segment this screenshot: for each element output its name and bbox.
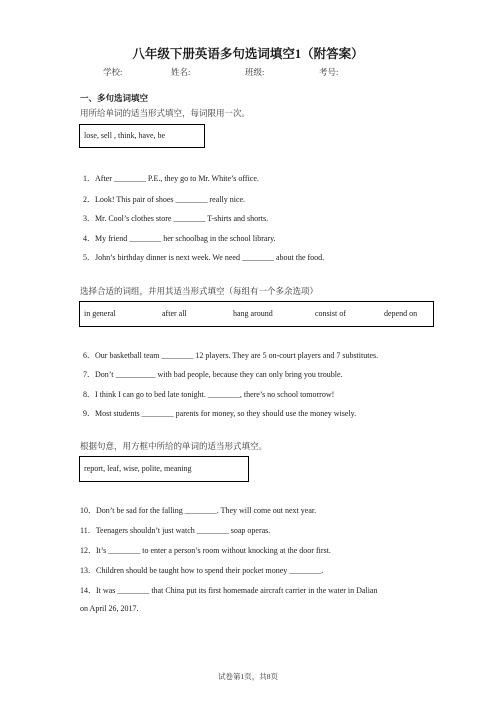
question-7: 7．Don’t __________ with bad people, because they can only bring you trouble.	[83, 370, 343, 379]
word-box-1-text: lose, sell , think, have, be	[84, 131, 166, 140]
question-10: 10．Don’t be sad for the falling ________. They will come out next year.	[80, 506, 317, 515]
phrase-option: consist of	[315, 309, 346, 318]
question-6: 6．Our basketball team ________ 12 players. They are 5 on-court players and 7 substitutes.	[83, 351, 379, 360]
section3-instruction: 根据句意，用方框中所给的单词的适当形式填空。	[80, 441, 268, 451]
section1-instruction: 用所给单词的适当形式填空，每词限用一次。	[80, 108, 251, 118]
question-4: 4．My friend ________ her schoolbag in the school library.	[83, 234, 276, 243]
word-box-2-text: report, leaf, wise, polite, meaning	[84, 464, 192, 473]
section2-instruction: 选择合适的词组，并用其适当形式填空（每组有一个多余选项）	[80, 286, 319, 296]
word-box-2	[79, 456, 249, 482]
question-3: 3．Mr. Cool’s clothes store ________ T-shirts and shorts.	[83, 214, 269, 223]
page-footer: 试卷第1页，共8页	[218, 672, 278, 681]
page-title: 八年级下册英语多句选词填空1（附答案）	[132, 47, 364, 61]
phrase-option: in general	[84, 309, 116, 318]
section-heading: 一、多句选词填空	[80, 93, 149, 103]
question-5: 5．John’s birthday dinner is next week. We need ________ about the food.	[83, 253, 325, 262]
phrase-option: after all	[162, 309, 187, 318]
question-11: 11．Teenagers shouldn’t just watch ________ soap operas.	[80, 526, 271, 535]
school-label: 学校:	[103, 67, 123, 77]
question-8: 8．I think I can go to bed late tonight. ________, there’s no school tomorrow!	[83, 390, 335, 399]
question-2: 2．Look! This pair of shoes ________ really nice.	[83, 195, 246, 204]
question-14: 14．It was ________ that China put its first homemade aircraft carrier in the water in Dalian	[80, 586, 378, 595]
word-box-1	[79, 124, 205, 148]
phrase-option: hang around	[233, 309, 273, 318]
question-14-continuation: on April 26, 2017.	[80, 604, 139, 613]
number-label: 考号:	[319, 67, 339, 77]
phrase-option: depend on	[384, 309, 418, 318]
question-9: 9．Most students ________ parents for money, so they should use the money wisely.	[83, 409, 357, 418]
question-13: 13．Children should be taught how to spend their pocket money ________.	[80, 566, 324, 575]
question-1: 1．After ________ P.E., they go to Mr. White’s office.	[83, 174, 259, 183]
phrase-box	[79, 301, 434, 327]
class-label: 班级:	[245, 67, 265, 77]
name-label: 姓名:	[171, 67, 191, 77]
question-12: 12．It’s ________ to enter a person’s room without knocking at the door first.	[80, 546, 331, 555]
